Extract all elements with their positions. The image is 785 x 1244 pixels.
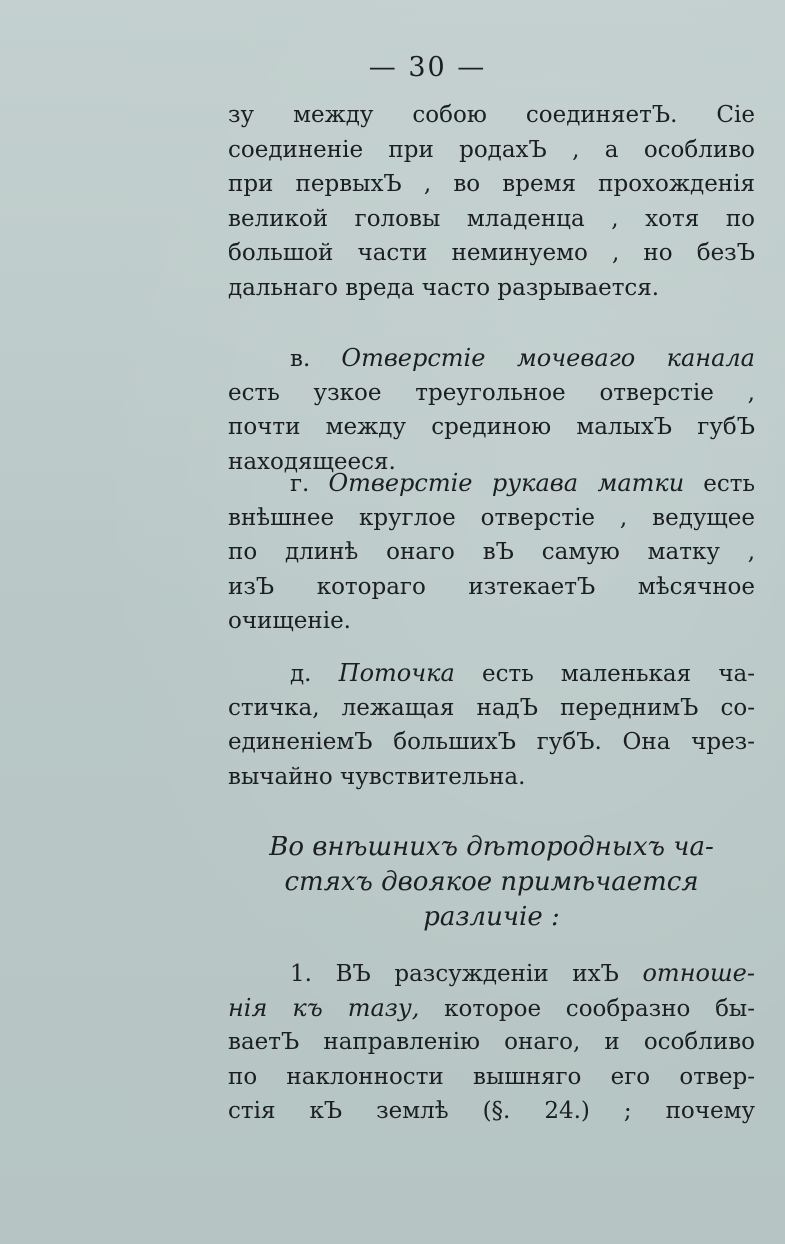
paragraph-first-line bbox=[228, 341, 755, 376]
text-line: дальнаго вреда часто разрывается. bbox=[228, 274, 660, 301]
italic-fragment: отноше- bbox=[642, 959, 755, 987]
text-line: по наклонности вышняго его отвер- bbox=[228, 1063, 755, 1090]
text-fragment: есть маленькая ча- bbox=[481, 661, 756, 687]
text-fragment: ВЪ разсужденіи ихЪ bbox=[335, 961, 619, 987]
italic-fragment: нія къ тазу, bbox=[228, 993, 420, 1022]
paragraph-marker: г. bbox=[290, 471, 310, 497]
defined-term: Отверстіе мочеваго канала bbox=[341, 344, 755, 372]
heading-line: стяхъ двоякое примѣчается bbox=[284, 867, 699, 897]
text-line: находящееся. bbox=[228, 448, 396, 475]
text-line: очищеніе. bbox=[228, 608, 351, 634]
section-heading bbox=[228, 830, 755, 935]
text-fragment: есть bbox=[703, 471, 756, 497]
text-line: по длинѣ онаго вЪ самую матку , bbox=[228, 539, 755, 565]
text-line: изЪ котораго изтекаетЪ мѣсячное bbox=[228, 573, 755, 600]
paragraph-first-line bbox=[228, 656, 755, 691]
text-line: есть узкое треугольное отверстіе , bbox=[228, 379, 755, 406]
paragraph-marker: 1. bbox=[290, 961, 312, 987]
defined-term: Отверстіе рукава матки bbox=[328, 469, 685, 497]
paragraph-clitoris bbox=[228, 656, 755, 794]
paragraph-vaginal-opening bbox=[228, 466, 755, 639]
text-fragment: которое сообразно бы- bbox=[444, 995, 756, 1022]
text-line: стія кЪ землѣ (§. 24.) ; почему bbox=[228, 1098, 755, 1124]
text-line: единеніемЪ большихЪ губЪ. Она чрез- bbox=[228, 729, 755, 755]
text-line: при первыхЪ , во время прохожденія bbox=[228, 171, 755, 197]
paragraph-first-line bbox=[228, 466, 755, 501]
text-line: соединеніе при родахЪ , а особливо bbox=[228, 136, 755, 163]
paragraph-marker: д. bbox=[290, 661, 312, 687]
paragraph-pelvis-relation bbox=[228, 956, 755, 1129]
paragraph-continuation bbox=[228, 98, 755, 305]
paragraph-first-line bbox=[228, 956, 755, 991]
heading-line: различіе : bbox=[423, 902, 560, 932]
text-line: вычайно чувствительна. bbox=[228, 763, 526, 790]
defined-term: Поточка bbox=[338, 659, 455, 687]
text-line: зу между собою соединяетЪ. Сіе bbox=[228, 102, 755, 128]
text-line: почти между срединою малыхЪ губЪ bbox=[228, 414, 755, 440]
heading-line: Во внѣшнихъ дѣтородныхъ ча- bbox=[269, 832, 714, 862]
text-line: великой головы младенца , хотя по bbox=[228, 205, 755, 232]
text-line: ваетЪ направленію онаго, и особливо bbox=[228, 1029, 755, 1055]
text-line: большой части неминуемо , но безЪ bbox=[228, 240, 755, 266]
paragraph-marker: в. bbox=[290, 346, 311, 372]
page-number: — 30 — bbox=[368, 52, 487, 83]
text-line: стичка, лежащая надЪ переднимЪ со- bbox=[228, 694, 755, 721]
text-line: внѣшнее круглое отверстіе , ведущее bbox=[228, 504, 755, 531]
text-line bbox=[228, 991, 755, 1026]
paragraph-urethral-opening bbox=[228, 341, 755, 479]
